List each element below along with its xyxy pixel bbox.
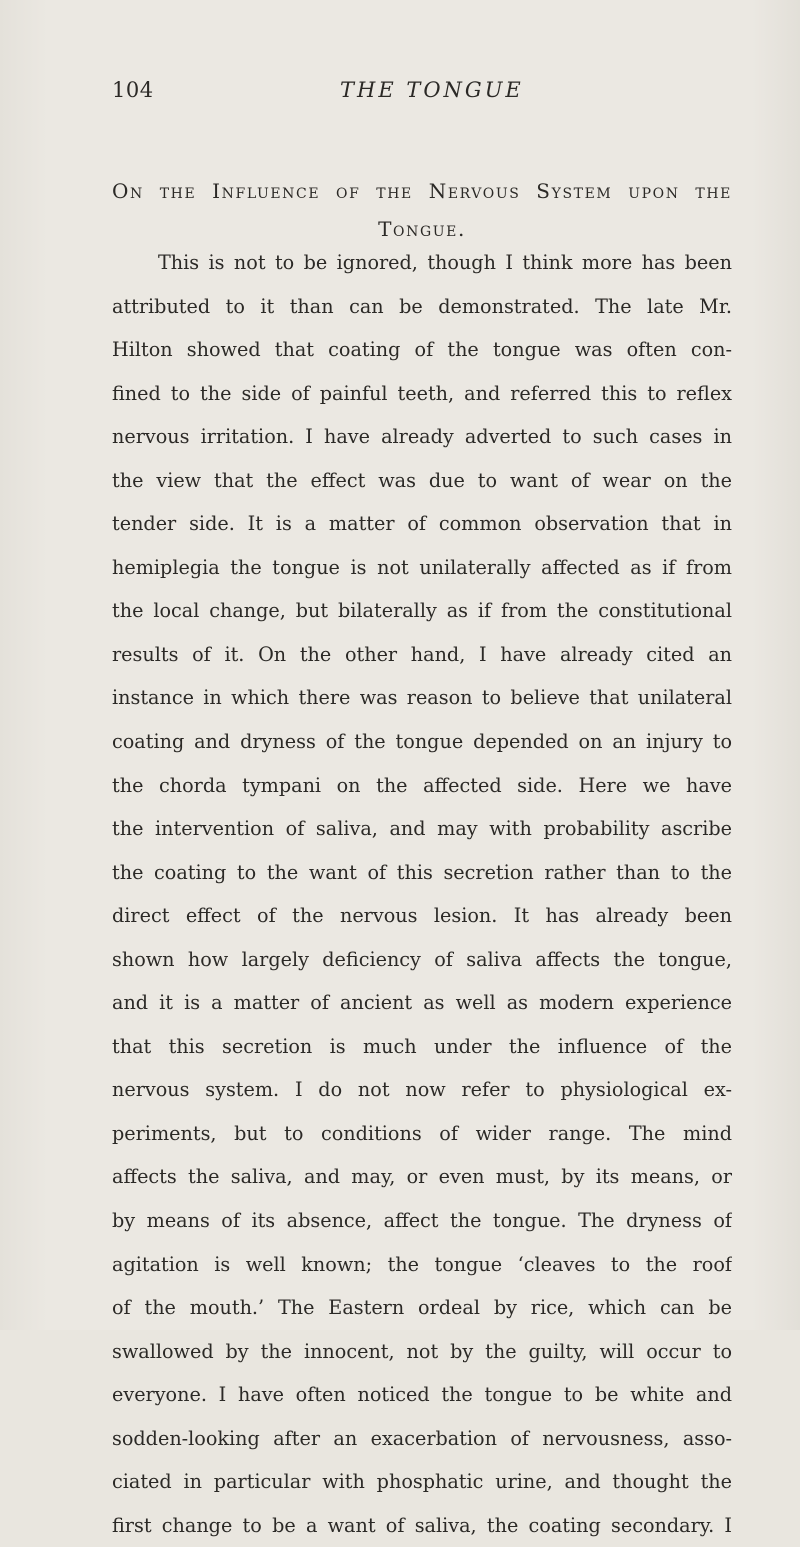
text-line: the intervention of saliva, and may with probability ascribe	[112, 817, 732, 841]
text-line: affects the saliva, and may, or even must, by its means, or	[112, 1165, 732, 1189]
text-line: and it is a matter of ancient as well as modern experience	[112, 991, 732, 1015]
text-line: of the mouth.’ The Eastern ordeal by rice, which can be	[112, 1296, 732, 1320]
text-line: periments, but to conditions of wider range. The mind	[112, 1121, 732, 1145]
page-number: 104	[112, 78, 154, 102]
text-line: the chorda tympani on the affected side. Here we have	[112, 773, 732, 797]
text-line: swallowed by the innocent, not by the guilty, will occur to	[112, 1339, 732, 1363]
text-line: Hilton showed that coating of the tongue was often con-	[112, 338, 732, 362]
text-line: agitation is well known; the tongue ‘cleaves to the roof	[112, 1252, 732, 1276]
text-line: coating and dryness of the tongue depended on an injury to	[112, 730, 732, 754]
text-line: the view that the effect was due to want of wear on the	[112, 468, 732, 492]
text-line: everyone. I have often noticed the tongue to be white and	[112, 1383, 732, 1407]
running-title: THE TONGUE	[340, 78, 524, 102]
section-heading: On the Influence of the Nervous System upon the Tongue.	[112, 179, 732, 241]
text-line: nervous system. I do not now refer to physiological ex-	[112, 1078, 732, 1102]
body-text	[112, 241, 732, 1547]
text-line: direct effect of the nervous lesion. It has already been	[112, 904, 732, 928]
text-line: hemiplegia the tongue is not unilaterally affected as if from	[112, 555, 732, 579]
text-line: shown how largely deficiency of saliva affects the tongue,	[112, 947, 732, 971]
text-line: tender side. It is a matter of common observation that in	[112, 512, 732, 536]
text-line: ciated in particular with phosphatic urine, and thought the	[112, 1470, 732, 1494]
text-line: first change to be a want of saliva, the coating secondary. I	[112, 1513, 732, 1537]
text-line: the coating to the want of this secretion rather than to the	[112, 860, 732, 884]
text-line: results of it. On the other hand, I have already cited an	[112, 642, 732, 666]
text-line: the local change, but bilaterally as if from the constitutional	[112, 599, 732, 623]
text-line: nervous irritation. I have already adverted to such cases in	[112, 425, 732, 449]
text-line: by means of its absence, affect the tongue. The dryness of	[112, 1209, 732, 1233]
running-head	[112, 78, 732, 108]
text-line: fined to the side of painful teeth, and referred this to reflex	[112, 381, 732, 405]
text-line: This is not to be ignored, though I think more has been	[158, 251, 732, 274]
text-line: that this secretion is much under the influence of the	[112, 1034, 732, 1058]
text-line: attributed to it than can be demonstrated. The late Mr.	[112, 294, 732, 318]
text-line: instance in which there was reason to believe that unilateral	[112, 686, 732, 710]
text-line: sodden-looking after an exacerbation of nervousness, asso-	[112, 1426, 732, 1450]
